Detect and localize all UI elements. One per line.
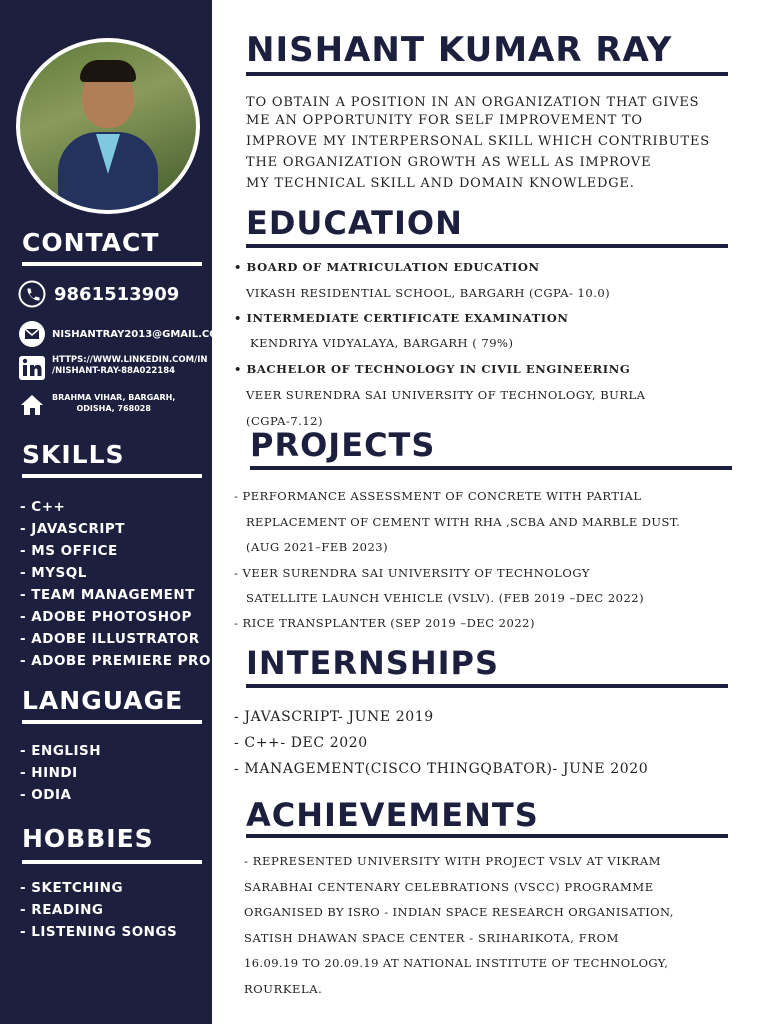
list-item: - LISTENING SONGS <box>20 924 178 940</box>
education-rule <box>246 244 728 248</box>
address-row <box>18 392 175 418</box>
list-item: - RICE TRANSPLANTER (SEP 2019 –DEC 2022) <box>234 616 535 630</box>
objective-line: TO OBTAIN A POSITION IN AN ORGANIZATION THAT GIVES <box>246 95 700 110</box>
list-item: - ADOBE PHOTOSHOP <box>20 609 192 625</box>
objective-line: IMPROVE MY INTERPERSONAL SKILL WHICH CONTRIBUTES <box>246 134 710 149</box>
achievements-rule <box>246 834 728 838</box>
list-item: - REPRESENTED UNIVERSITY WITH PROJECT VSLV AT VIKRAM <box>244 854 662 868</box>
list-item: - TEAM MANAGEMENT <box>20 587 195 603</box>
skills-heading: SKILLS <box>22 440 125 469</box>
projects-rule <box>250 466 732 470</box>
hobbies-list <box>20 877 177 943</box>
list-item: - ADOBE PREMIERE PRO <box>20 653 211 669</box>
list-item: - PERFORMANCE ASSESSMENT OF CONCRETE WITH PARTIAL <box>234 489 642 503</box>
list-item: - ODIA <box>20 787 72 803</box>
list-item: • BACHELOR OF TECHNOLOGY IN CIVIL ENGINEERING <box>234 362 631 376</box>
list-item: 16.09.19 TO 20.09.19 AT NATIONAL INSTITUTE OF TECHNOLOGY, <box>244 956 669 970</box>
list-item: - MANAGEMENT(CISCO THINGQBATOR)- JUNE 2020 <box>234 761 649 777</box>
hobbies-heading: HOBBIES <box>22 824 154 853</box>
objective-line: MY TECHNICAL SKILL AND DOMAIN KNOWLEDGE. <box>246 176 635 191</box>
list-item: - HINDI <box>20 765 78 781</box>
email-address[interactable]: NISHANTRAY2013@GMAIL.COM <box>52 328 228 340</box>
list-item: SATISH DHAWAN SPACE CENTER - SRIHARIKOTA, FROM <box>244 931 620 945</box>
home-icon <box>18 392 46 418</box>
list-item: - READING <box>20 902 104 918</box>
mail-icon <box>18 320 46 348</box>
list-item: REPLACEMENT OF CEMENT WITH RHA ,SCBA AND MARBLE DUST. <box>246 515 681 529</box>
list-item: - SKETCHING <box>20 880 124 896</box>
linkedin-icon <box>18 355 46 381</box>
projects-heading: PROJECTS <box>250 426 436 464</box>
skills-rule <box>22 474 202 478</box>
list-item: (CGPA-7.12) <box>246 414 323 428</box>
candidate-name: NISHANT KUMAR RAY <box>246 30 673 70</box>
list-item: ROURKELA. <box>244 982 323 996</box>
list-item: - MS OFFICE <box>20 543 118 559</box>
contact-heading: CONTACT <box>22 228 160 257</box>
education-heading: EDUCATION <box>246 204 463 242</box>
phone-row <box>18 280 179 308</box>
list-item: - JAVASCRIPT <box>20 521 125 537</box>
list-item: VIKASH RESIDENTIAL SCHOOL, BARGARH (CGPA- 10.0) <box>246 286 611 300</box>
name-rule <box>246 72 728 76</box>
objective-line: ME AN OPPORTUNITY FOR SELF IMPROVEMENT TO <box>246 113 643 128</box>
list-item: - VEER SURENDRA SAI UNIVERSITY OF TECHNOLOGY <box>234 566 590 580</box>
linkedin-row <box>18 355 207 381</box>
list-item: • BOARD OF MATRICULATION EDUCATION <box>234 260 540 274</box>
sidebar <box>0 0 228 1024</box>
profile-photo <box>16 38 200 214</box>
list-item: - MYSQL <box>20 565 87 581</box>
list-item: - ENGLISH <box>20 743 102 759</box>
list-item: KENDRIYA VIDYALAYA, BARGARH ( 79%) <box>250 336 514 350</box>
list-item: - C++ <box>20 499 66 515</box>
skills-list <box>20 496 211 672</box>
language-rule <box>22 720 202 724</box>
objective-line: THE ORGANIZATION GROWTH AS WELL AS IMPROVE <box>246 155 652 170</box>
list-item: - C++- DEC 2020 <box>234 735 368 751</box>
internships-rule <box>246 684 728 688</box>
list-item: SATELLITE LAUNCH VEHICLE (VSLV). (FEB 2019 –DEC 2022) <box>246 591 645 605</box>
phone-number[interactable]: 9861513909 <box>54 283 180 305</box>
list-item: ORGANISED BY ISRO - INDIAN SPACE RESEARCH ORGANISATION, <box>244 905 674 919</box>
linkedin-url[interactable]: HTTPS://WWW.LINKEDIN.COM/IN /NISHANT-RAY-88A022184 <box>52 355 208 376</box>
list-item: SARABHAI CENTENARY CELEBRATIONS (VSCC) PROGRAMME <box>244 880 654 894</box>
language-list <box>20 740 101 806</box>
phone-icon <box>18 280 46 308</box>
list-item: • INTERMEDIATE CERTIFICATE EXAMINATION <box>234 311 569 325</box>
email-row <box>18 320 228 348</box>
contact-rule <box>22 262 202 266</box>
list-item: VEER SURENDRA SAI UNIVERSITY OF TECHNOLOGY, BURLA <box>246 388 646 402</box>
internships-heading: INTERNSHIPS <box>246 644 500 682</box>
list-item: - ADOBE ILLUSTRATOR <box>20 631 200 647</box>
list-item: (AUG 2021–FEB 2023) <box>246 540 389 554</box>
achievements-heading: ACHIEVEMENTS <box>246 796 539 834</box>
address: BRAHMA VIHAR, BARGARH, ODISHA, 768028 <box>52 393 176 413</box>
hobbies-rule <box>22 860 202 864</box>
language-heading: LANGUAGE <box>22 686 184 715</box>
list-item: - JAVASCRIPT- JUNE 2019 <box>234 709 434 725</box>
